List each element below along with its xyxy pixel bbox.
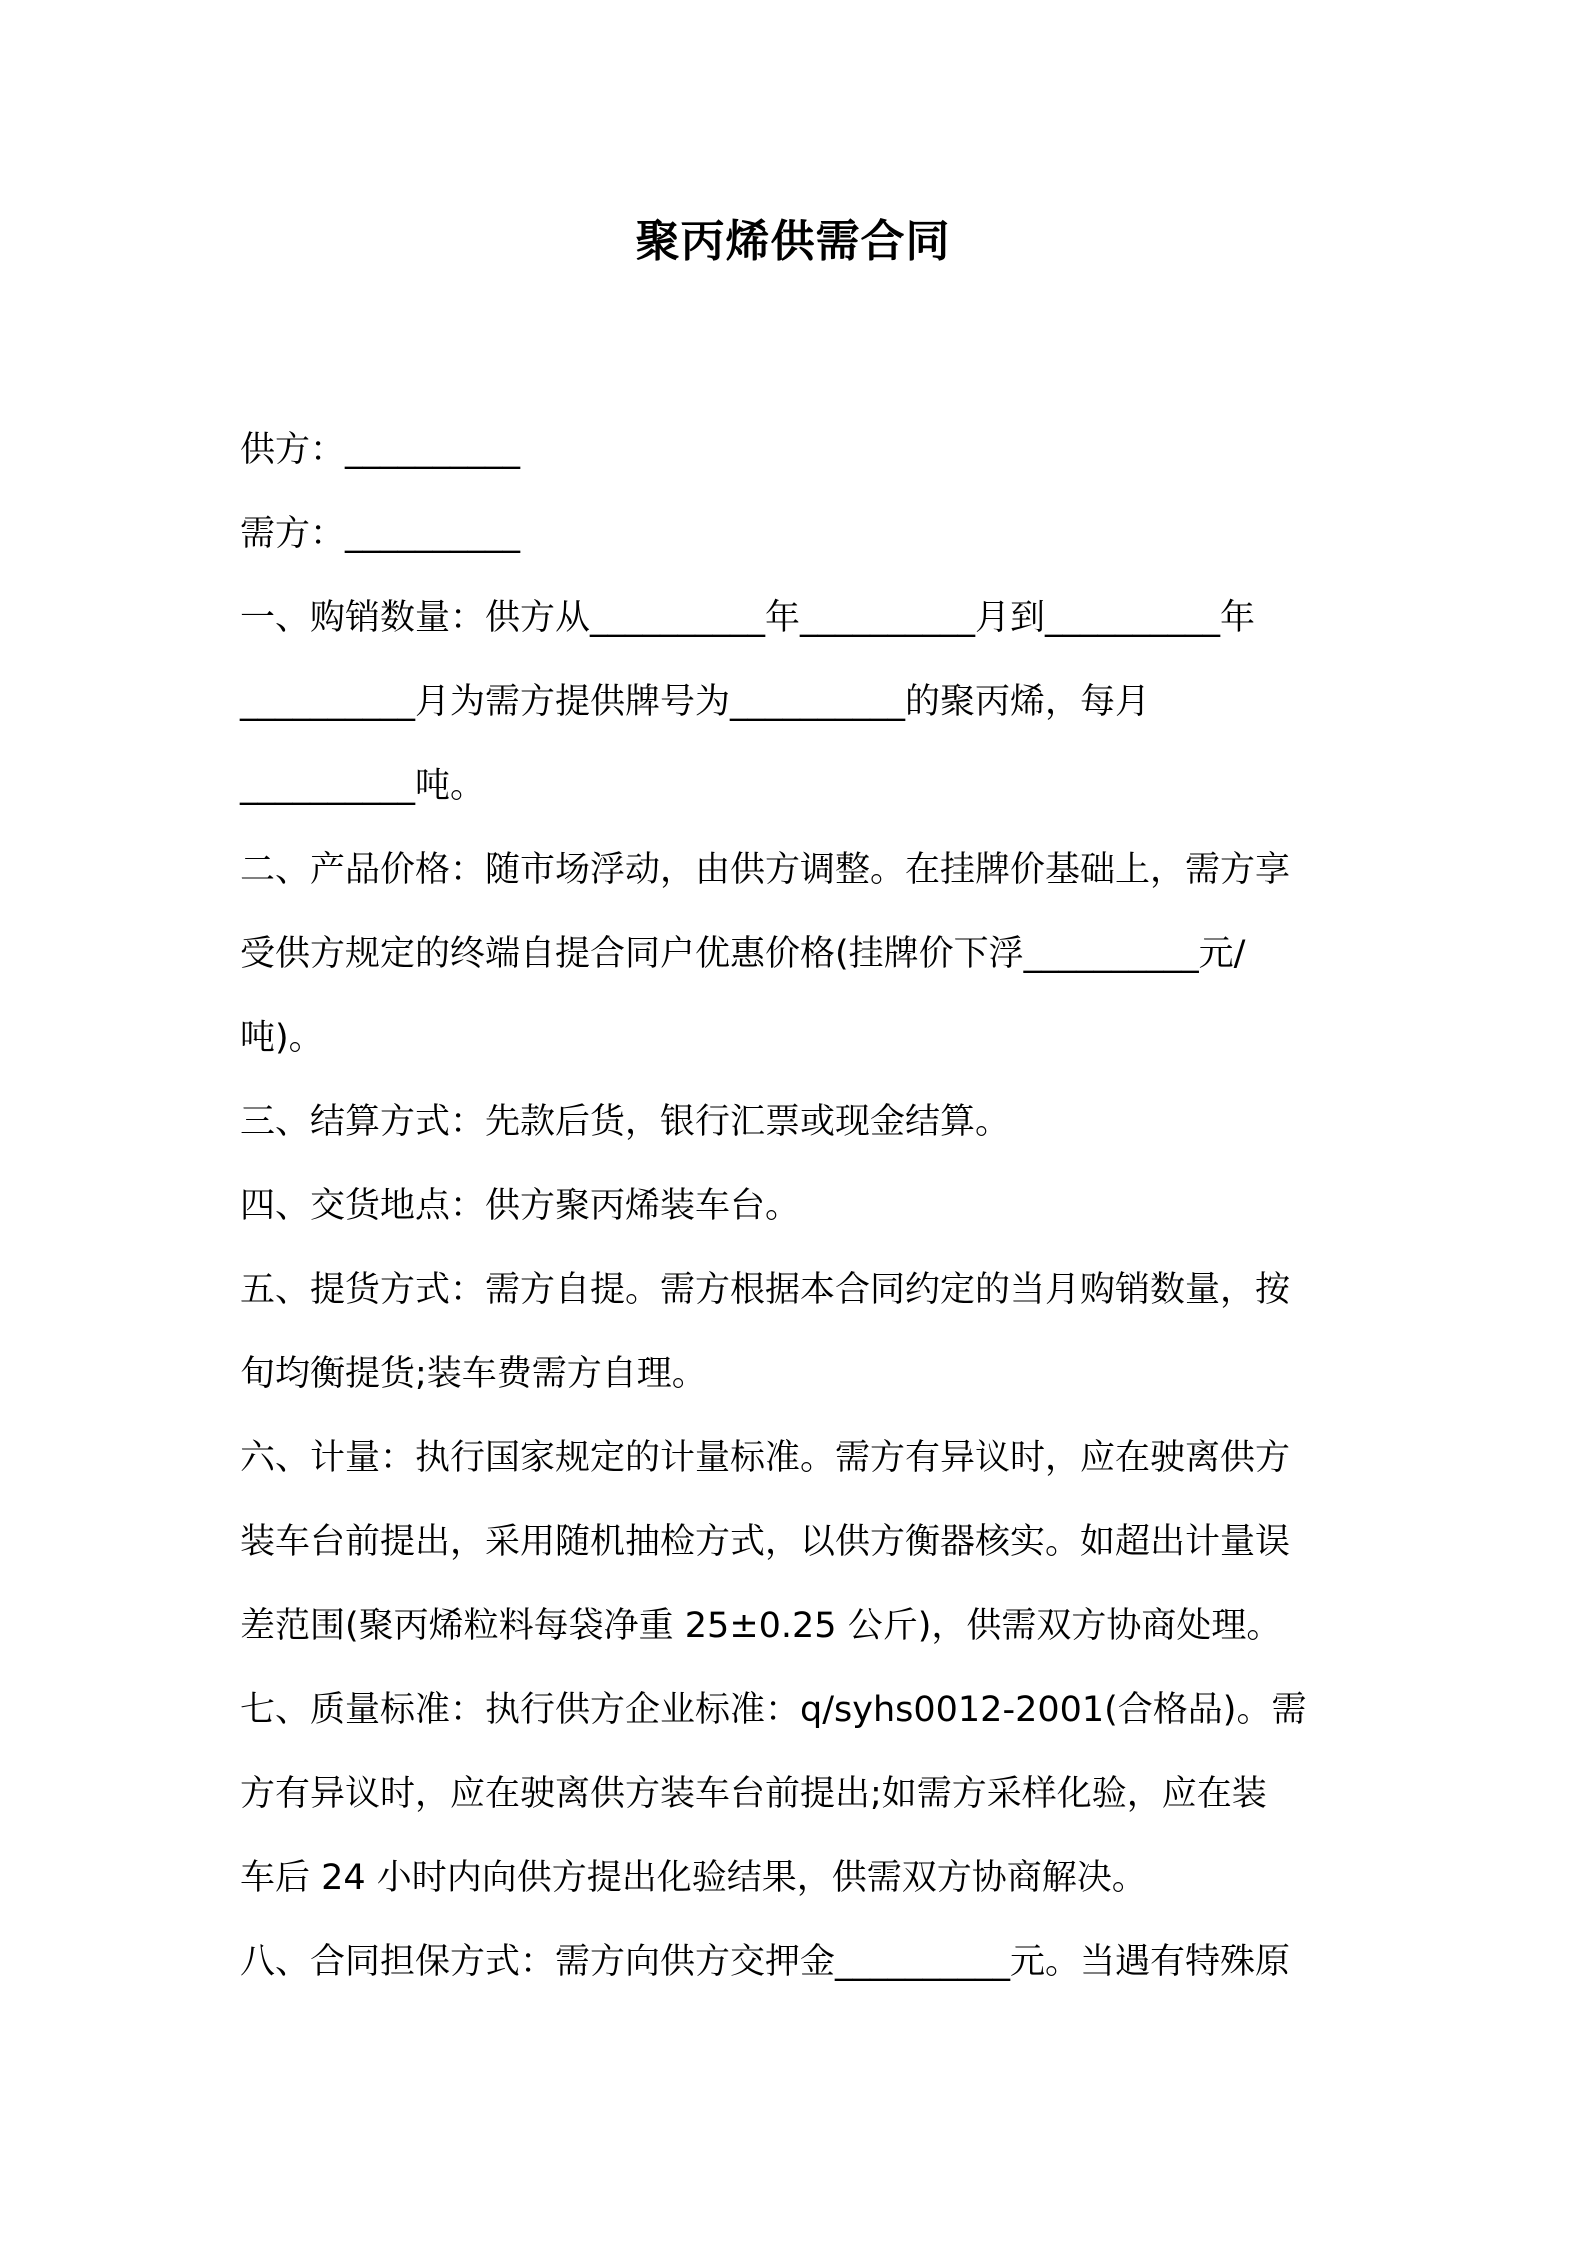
clause-3-line-1: 三、结算方式：先款后货，银行汇票或现金结算。	[240, 1102, 1011, 1142]
clause-8-line-1: 八、合同担保方式：需方向供方交押金__________元。当遇有特殊原	[240, 1942, 1291, 1982]
clause-7-line-3: 车后 24 小时内向供方提出化验结果，供需双方协商解决。	[240, 1858, 1147, 1898]
clause-1-line-3: __________吨。	[240, 766, 486, 806]
document-title: 聚丙烯供需合同	[635, 216, 951, 267]
clause-6-line-3: 差范围(聚丙烯粒料每袋净重 25±0.25 公斤)，供需双方协商处理。	[240, 1606, 1282, 1646]
clause-4-line-1: 四、交货地点：供方聚丙烯装车台。	[240, 1186, 801, 1226]
clause-2-line-1: 二、产品价格：随市场浮动，由供方调整。在挂牌价基础上，需方享	[240, 850, 1291, 890]
clause-6-line-2: 装车台前提出，采用随机抽检方式，以供方衡器核实。如超出计量误	[240, 1522, 1291, 1562]
clause-7-line-1: 七、质量标准：执行供方企业标准：q/syhs0012-2001(合格品)。需	[240, 1690, 1307, 1730]
supplier-line: 供方：__________	[240, 430, 521, 470]
buyer-line: 需方：__________	[240, 514, 521, 554]
clause-5-line-1: 五、提货方式：需方自提。需方根据本合同约定的当月购销数量，按	[240, 1270, 1291, 1310]
clause-1-line-2: __________月为需方提供牌号为__________的聚丙烯，每月	[240, 682, 1151, 722]
clause-6-line-1: 六、计量：执行国家规定的计量标准。需方有异议时，应在驶离供方	[240, 1438, 1291, 1478]
document-body	[240, 408, 1350, 2004]
clause-1-line-1: 一、购销数量：供方从__________年__________月到__________年	[240, 598, 1256, 638]
clause-5-line-2: 旬均衡提货;装车费需方自理。	[240, 1354, 707, 1394]
clause-2-line-2: 受供方规定的终端自提合同户优惠价格(挂牌价下浮__________元/	[240, 934, 1246, 974]
clause-2-line-3: 吨)。	[240, 1018, 324, 1058]
clause-7-line-2: 方有异议时，应在驶离供方装车台前提出;如需方采样化验，应在装	[240, 1774, 1267, 1814]
